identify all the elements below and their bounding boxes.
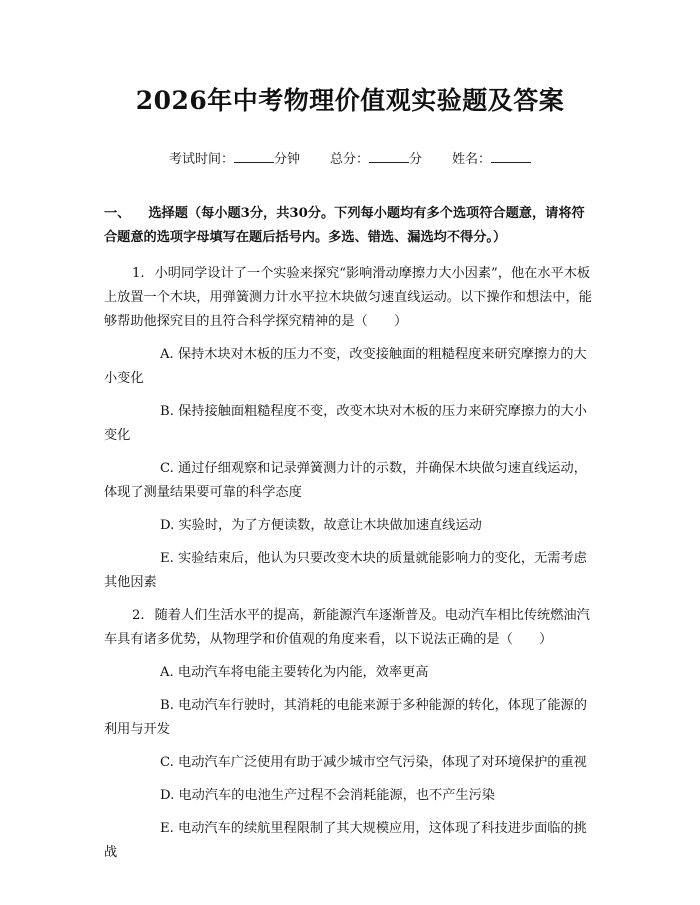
question-number: 2. <box>132 608 145 623</box>
question-1-option-e: E. 实验结束后，他认为只要改变木块的质量就能影响力的变化，无需考虑其他因素 <box>104 551 587 590</box>
student-name-blank <box>491 148 531 163</box>
section-heading <box>104 202 596 250</box>
page-title: 2026年中考物理价值观实验题及答案 <box>135 86 565 115</box>
question-1-option-a: A. 保持木块对木板的压力不变，改变接触面的粗糙程度来研究摩擦力的大小变化 <box>104 347 587 386</box>
question-2-option-c: C. 电动汽车广泛使用有助于减少城市空气污染，体现了对环境保护的重视 <box>160 755 587 770</box>
question-1-option-c: C. 通过仔细观察和记录弹簧测力计的示数，并确保木块做匀速直线运动，体现了测量结果要可靠的科学态度 <box>104 461 587 500</box>
question-number: 1. <box>132 266 145 281</box>
question-text: 随着人们生活水平的提高，新能源汽车逐渐普及。电动汽车相比传统燃油汽车具有诸多优势，从物理学和价值观的角度来看，以下说法正确的是（ ） <box>104 608 590 647</box>
section-number: 一、 <box>104 206 131 221</box>
exam-time-field <box>169 148 300 170</box>
question-1-option-d: D. 实验时，为了方便读数，故意让木块做加速直线运动 <box>160 518 482 533</box>
student-name-label: 姓名： <box>452 152 492 167</box>
section-instructions: 选择题（每小题3分，共30分。下列每小题均有多个选项符合题意，请将符合题意的选项字母填写在题后括号内。多选、错选、漏选均不得分。） <box>104 206 585 245</box>
question-2-option-e: E. 电动汽车的续航里程限制了其大规模应用，这体现了科技进步面临的挑战 <box>104 821 587 860</box>
total-score-label: 总分： <box>329 152 369 167</box>
question-1-stem <box>104 262 596 334</box>
question-2-option-a: A. 电动汽车将电能主要转化为内能，效率更高 <box>160 665 429 680</box>
student-name-field <box>452 148 531 170</box>
total-score-unit: 分 <box>409 152 423 167</box>
exam-meta <box>104 148 596 170</box>
question-text: 小明同学设计了一个实验来探究“影响滑动摩擦力大小因素”，他在水平木板上放置一个木块，用弹簧测力计水平拉木块做匀速直线运动。以下操作和想法中，能够帮助他探究目的且符合科学探究精神的是（ ） <box>104 266 592 329</box>
question-2-option-d: D. 电动汽车的电池生产过程不会消耗能源，也不产生污染 <box>160 788 495 803</box>
total-score-field <box>330 148 422 170</box>
exam-time-label: 考试时间： <box>168 152 234 167</box>
exam-time-blank <box>234 148 274 163</box>
exam-time-unit: 分钟 <box>273 152 300 167</box>
total-score-blank <box>369 148 409 163</box>
question-2-option-b: B. 电动汽车行驶时，其消耗的电能来源于多种能源的转化，体现了能源的利用与开发 <box>104 698 587 737</box>
question-1-option-b: B. 保持接触面粗糙程度不变，改变木块对木板的压力来研究摩擦力的大小变化 <box>104 404 587 443</box>
question-2-stem <box>104 604 596 652</box>
